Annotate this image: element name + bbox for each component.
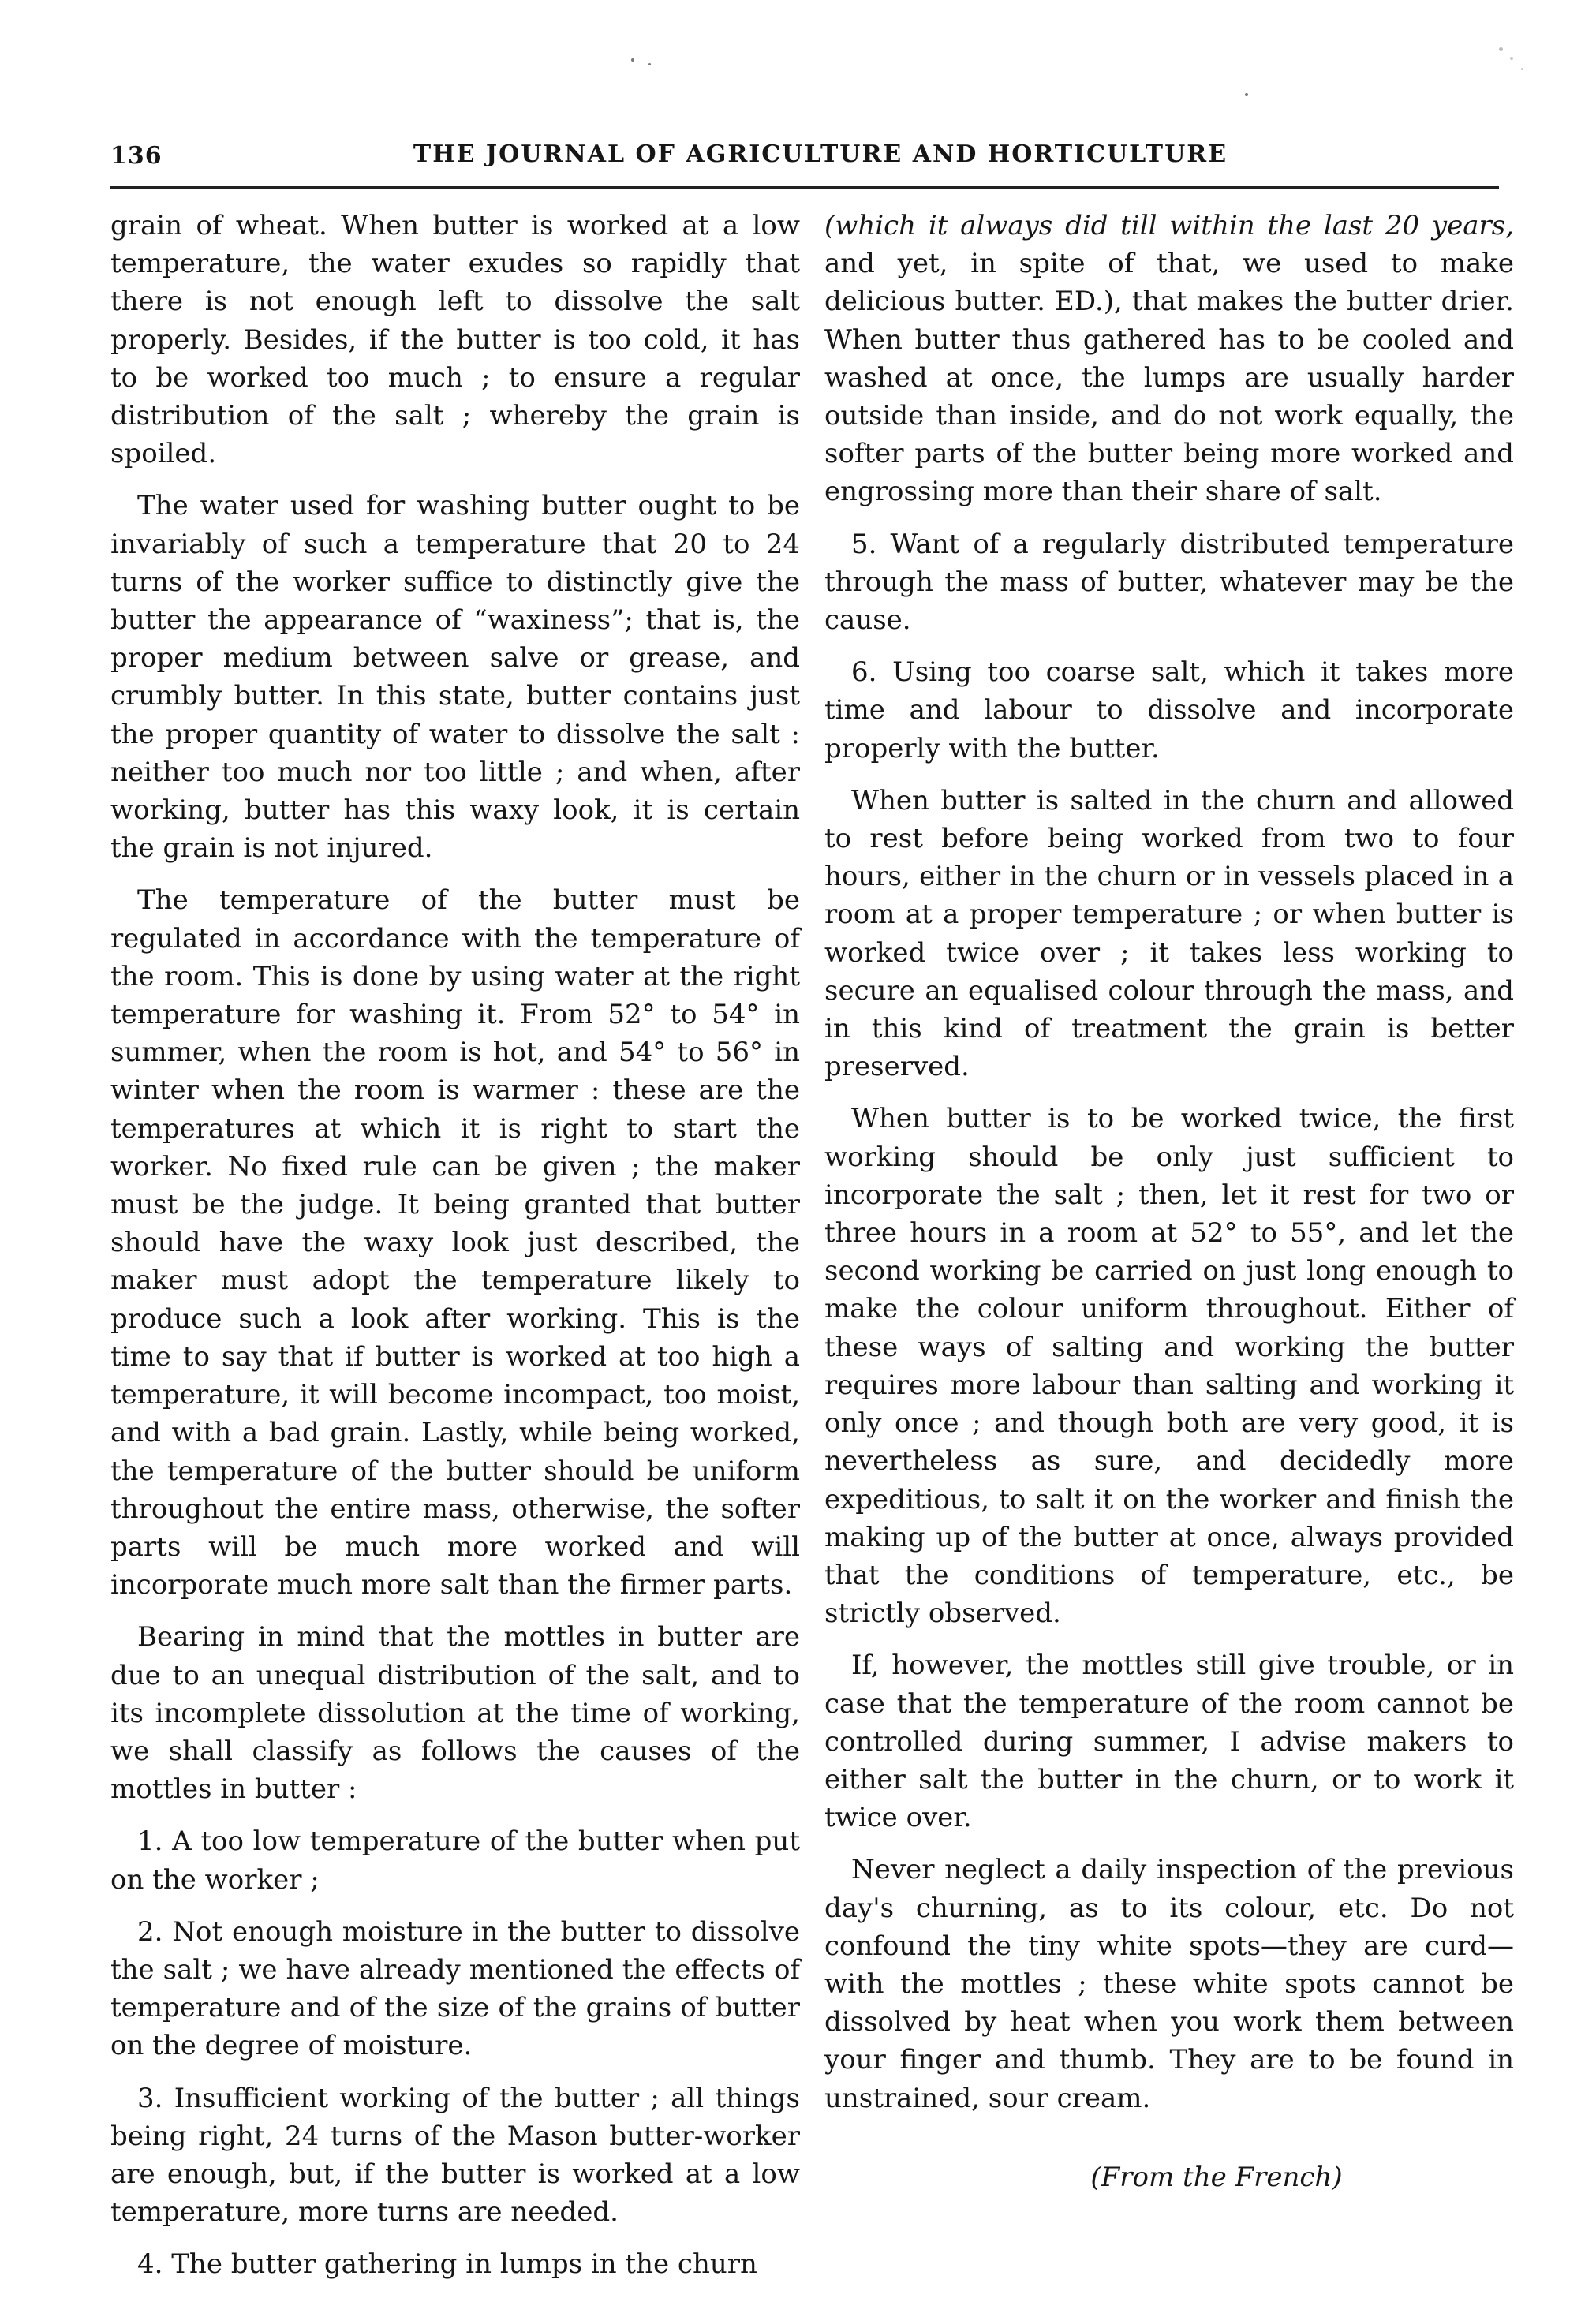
paragraph: The water used for washing butter ought to be invariably of such a temperature that 20 to 24 turns of the worker suffice to distinctly give the butter the appearance of “waxiness”; that is, the proper medium between salve or grease, and crumbly butter. In this state, butter contains just the proper quantity of water to dissolve the salt : neither too much nor too little ; and when, after working, butter has this waxy look, it is certain the grain is not injured. bbox=[110, 490, 800, 865]
page-number: 136 bbox=[110, 142, 163, 170]
list-item: 4. The butter gathering in lumps in the churn bbox=[137, 2248, 757, 2281]
print-speck bbox=[631, 58, 634, 62]
paragraph-continuation bbox=[824, 207, 1514, 511]
print-speck bbox=[1510, 57, 1513, 60]
print-speck bbox=[1521, 68, 1523, 70]
paragraph: grain of wheat. When butter is worked at a low temperature, the water exudes so rapidly that there is not enough left to dissolve the salt properly. Besides, if the butter is too cold, it has to be worked too much ; to ensure a regular distribution of the salt ; whereby the grain is spoiled. bbox=[110, 210, 800, 470]
paragraph: Bearing in mind that the mottles in butter are due to an unequal distribution of the salt, and to its incomplete dissolution at the time of working, we shall classify as follows the causes of the mottles in butter : bbox=[110, 1621, 800, 1806]
running-title: THE JOURNAL OF AGRICULTURE AND HORTICULTURE bbox=[413, 140, 1228, 168]
paragraph: The temperature of the butter must be regulated in accordance with the temperature of the room. This is done by using water at the right temperature for washing it. From 52° to 54° in summer, when the room is hot, and 54° to 56° in winter when the room is warmer : these are the temperatures at which it is right to start the worker. No fixed rule can be given ; the maker must be the judge. It being granted that butter should have the waxy look just described, the maker must adopt the temperature likely to produce such a look after working. This is the time to say that if butter is worked at too high a temperature, it will become incompact, too moist, and with a bad grain. Lastly, while being worked, the temperature of the butter should be uniform throughout the entire mass, otherwise, the softer parts will be much more worked and will incorporate much more salt than the firmer parts. bbox=[110, 884, 800, 1601]
left-column bbox=[110, 207, 800, 2298]
list-item: 1. A too low temperature of the butter when put on the worker ; bbox=[110, 1825, 800, 1896]
paragraph: Never neglect a daily inspection of the previous day's churning, as to its colour, etc. Do not confound the tiny white spots—they are curd—with the mottles ; these white spots cannot be dissolved by heat when you work them between your finger and thumb. They are to be found in unstrained, sour cream. bbox=[824, 1854, 1514, 2114]
list-item: 6. Using too coarse salt, which it takes more time and labour to dissolve and incorporate properly with the butter. bbox=[824, 656, 1514, 764]
paragraph-continuation-text: and yet, in spite of that, we used to make delicious butter. ED.), that makes the butter drier. When butter thus gathered has to be cooled and washed at once, the lumps are usually harder outside than inside, and do not work equally, the softer parts of the butter being more worked and engrossing more than their share of salt. bbox=[824, 248, 1514, 508]
print-speck bbox=[1499, 47, 1503, 51]
paragraph: When butter is salted in the churn and allowed to rest before being worked from two to four hours, either in the churn or in vessels placed in a room at a proper temperature ; or when butter is worked twice over ; it takes less working to secure an equalised colour through the mass, and in this kind of treatment the grain is better preserved. bbox=[824, 784, 1514, 1083]
header-rule bbox=[110, 186, 1499, 189]
print-speck bbox=[648, 63, 651, 65]
editor-note-italic: (which it always did till within the last 20 years, bbox=[824, 210, 1514, 241]
print-speck bbox=[1245, 93, 1248, 96]
right-column bbox=[824, 207, 1514, 2210]
list-item: 5. Want of a regularly distributed temperature through the mass of butter, whatever may be the cause. bbox=[824, 528, 1514, 637]
paragraph: If, however, the mottles still give trouble, or in case that the temperature of the room cannot be controlled during summer, I advise makers to either salt the butter in the churn, or to work it twice over. bbox=[824, 1650, 1514, 1834]
page-header bbox=[110, 134, 1499, 178]
paragraph: When butter is to be worked twice, the first working should be only just sufficient to incorporate the salt ; then, let it rest for two or three hours in a room at 52° to 55°, and let the second working be carried on just long enough to make the colour uniform throughout. Either of these ways of salting and working the butter requires more labour than salting and working it only once ; and though both are very good, it is nevertheless as sure, and decidedly more expeditious, to salt it on the worker and finish the making up of the butter at once, always provided that the conditions of temperature, etc., be strictly observed. bbox=[824, 1103, 1514, 1630]
source-attribution: (From the French) bbox=[1090, 2161, 1343, 2193]
list-item: 2. Not enough moisture in the butter to dissolve the salt ; we have already mentioned the effects of temperature and of the size of the grains of butter on the degree of moisture. bbox=[110, 1915, 800, 2062]
list-item: 3. Insufficient working of the butter ; all things being right, 24 turns of the Mason butter-worker are enough, but, if the butter is worked at a low temperature, more turns are needed. bbox=[110, 2082, 800, 2229]
